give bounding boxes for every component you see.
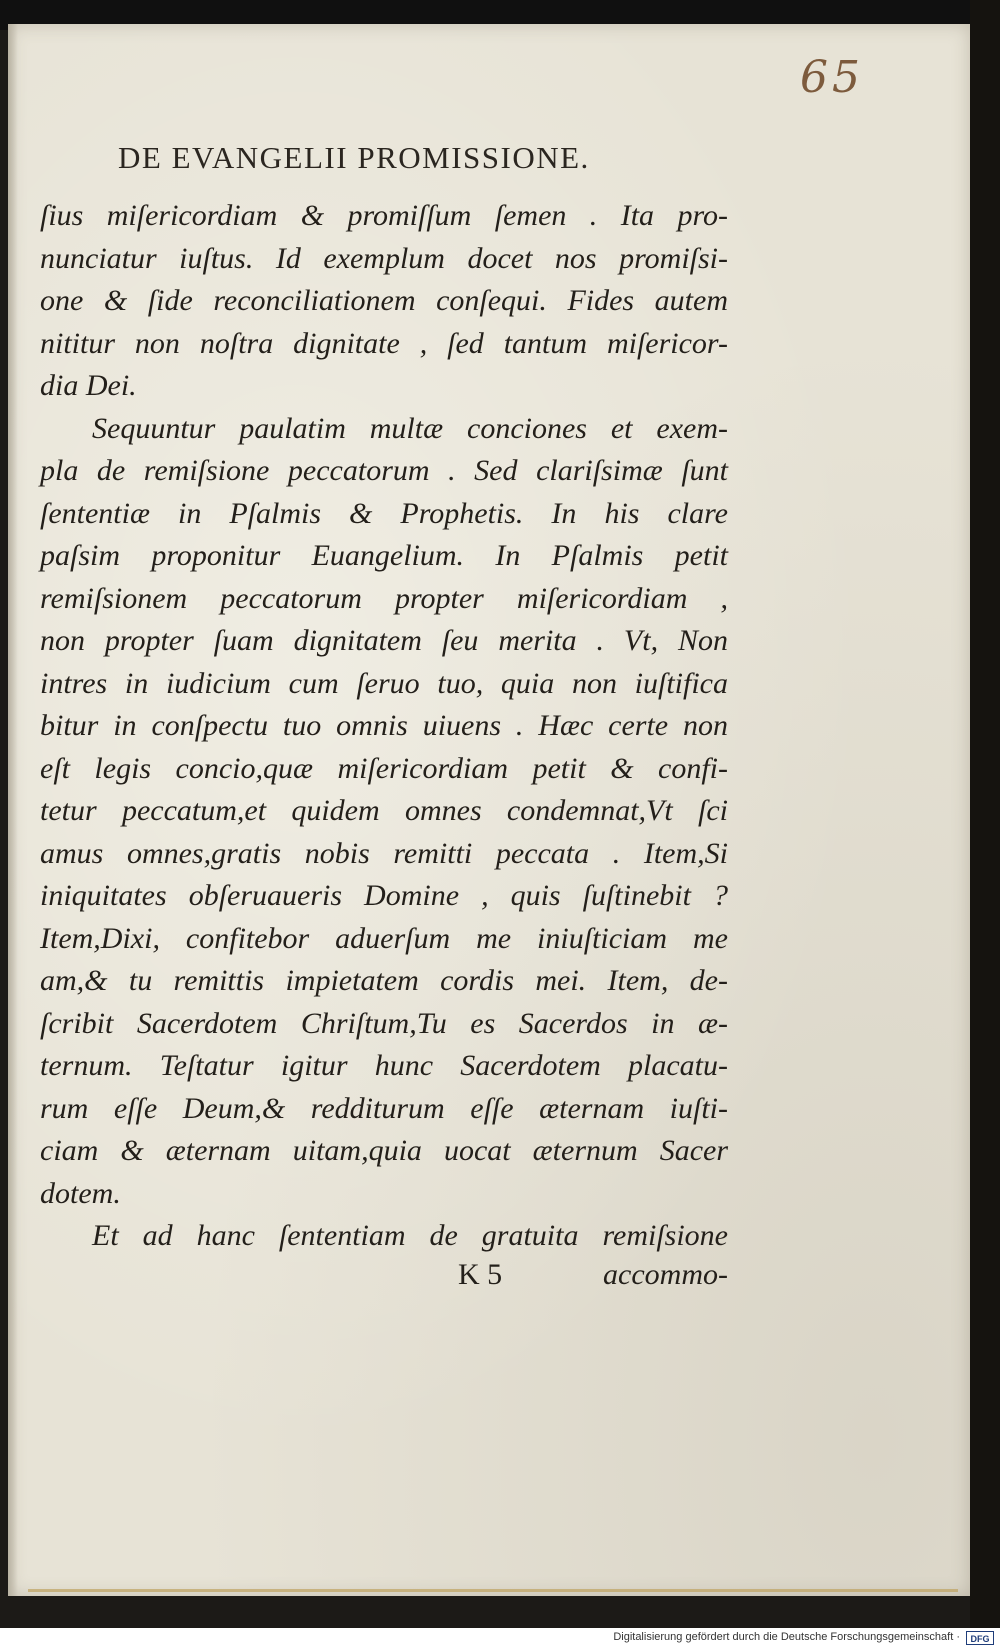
text-line: intres in iudicium cum ſeruo tuo, quia non iuſtifica <box>40 666 728 700</box>
catchline <box>458 1258 728 1292</box>
text-line: remiſsionem peccatorum propter miſericordiam , <box>40 581 728 615</box>
text-line: rum eſſe Deum,& redditurum eſſe æternam iuſti- <box>40 1091 728 1125</box>
body-text <box>40 195 728 1258</box>
footer-credit: Digitalisierung gefördert durch die Deutsche Forschungsgemeinschaft · <box>613 1631 960 1643</box>
page-gutter-shadow <box>8 24 18 1596</box>
scan-border-right <box>970 0 1000 1648</box>
text-line: dia Dei. <box>40 369 137 402</box>
text-line: eſt legis concio,quæ miſericordiam petit & confi- <box>40 751 728 785</box>
text-line: Et ad hanc ſententiam de gratuita remiſsione <box>92 1219 728 1252</box>
text-line: Sequuntur paulatim multæ conciones et exem- <box>92 411 728 445</box>
text-line: one & ſide reconciliationem conſequi. Fides autem <box>40 284 728 317</box>
page-gilt-edge <box>28 1589 958 1592</box>
text-line: pla de remiſsione peccatorum . Sed clariſsimæ ſunt <box>40 454 728 487</box>
text-line: ſius miſericordiam & promiſſum ſemen . Ita pro- <box>40 199 728 232</box>
dfg-logo: DFG <box>966 1631 994 1645</box>
text-line: dotem. <box>40 1176 121 1210</box>
text-line: nunciatur iuſtus. Id exemplum docet nos promiſsi- <box>40 241 728 275</box>
text-line: ternum. Teſtatur igitur hunc Sacerdotem placatu- <box>40 1049 728 1082</box>
text-line: ciam & æternam uitam,quia uocat æternum Sacer <box>40 1134 728 1167</box>
text-line: bitur in conſpectu tuo omnis uiuens . Hæc certe non <box>40 709 728 742</box>
text-line: ſententiæ in Pſalmis & Prophetis. In his clare <box>40 496 728 530</box>
text-line: nititur non noſtra dignitate , ſed tantum miſericor- <box>40 326 728 360</box>
catchword: accommo- <box>603 1258 728 1291</box>
text-line: paſsim proponitur Euangelium. In Pſalmis petit <box>40 539 728 572</box>
text-line: am,& tu remittis impietatem cordis mei. Item, de- <box>40 964 728 997</box>
text-line: non propter ſuam dignitatem ſeu merita . Vt, Non <box>40 624 728 657</box>
text-line: iniquitates obſeruaueris Domine , quis ſuſtinebit ? <box>40 879 728 912</box>
running-head: DE EVANGELII PROMISSIONE. <box>118 140 590 175</box>
folio-number: 65 <box>800 52 864 103</box>
text-line: Item,Dixi, confitebor aduerſum me iniuſticiam me <box>40 921 728 955</box>
signature-mark: K 5 <box>458 1258 503 1291</box>
text-line: ſcribit Sacerdotem Chriſtum,Tu es Sacerdos in æ- <box>40 1006 728 1040</box>
text-line: amus omnes,gratis nobis remitti peccata . Item,Si <box>40 836 728 870</box>
text-line: tetur peccatum,et quidem omnes condemnat,Vt ſci <box>40 794 728 827</box>
